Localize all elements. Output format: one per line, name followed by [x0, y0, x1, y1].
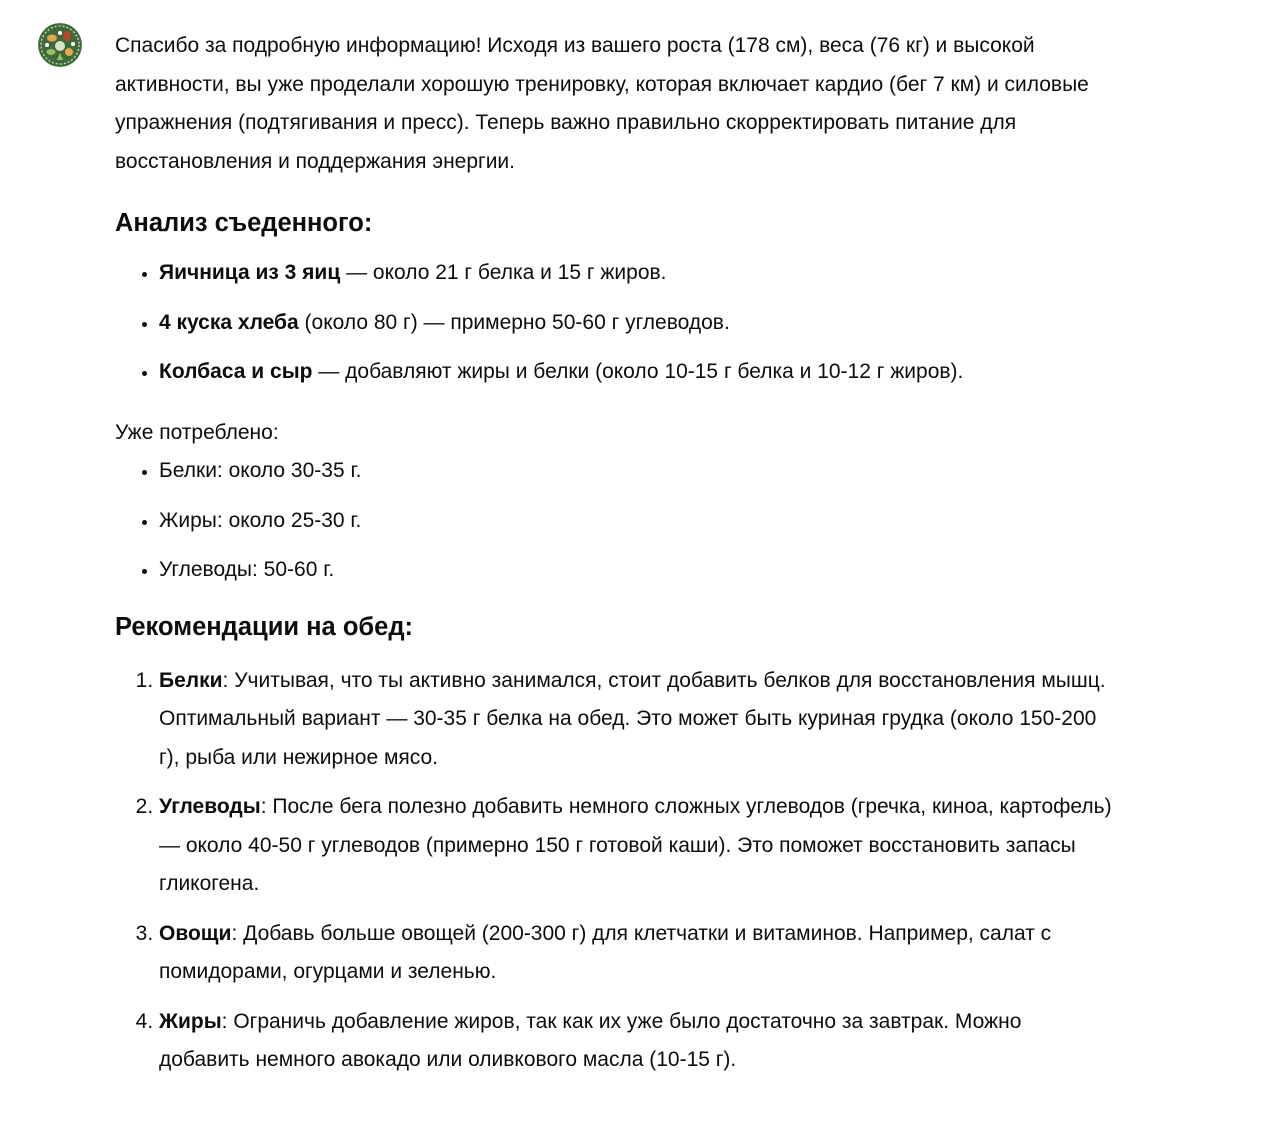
analysis-list — [115, 254, 1115, 392]
consumed-list — [115, 452, 1115, 590]
list-item-bold: Углеводы — [159, 795, 261, 818]
list-item-text: — добавляют жиры и белки (около 10-15 г белка и 10-12 г жиров). — [312, 360, 964, 383]
list-item-text: : Добавь больше овощей (200-300 г) для клетчатки и витаминов. Например, салат с помидорами, огурцами и зеленью. — [159, 921, 1052, 983]
consumed-label: Уже потреблено: — [115, 420, 279, 444]
list-item-bold: Жиры — [159, 1009, 222, 1033]
list-item-text: : Учитывая, что ты активно занимался, стоит добавить белков для восстановления мышц. Оптимальный вариант — 30-35 г белка на обед. Это может быть куриная грудка (около 150-200 г), рыба или нежирное мясо. — [159, 668, 1106, 769]
assistant-message — [115, 27, 1115, 1091]
assistant-avatar — [38, 23, 82, 67]
recommendations-list — [115, 662, 1115, 1080]
list-item — [159, 254, 1115, 293]
list-item — [159, 304, 1115, 343]
list-item: • Углеводы: 50-60 г. — [159, 551, 1115, 590]
list-item-bold: Яичница из 3 яиц — [159, 261, 341, 284]
list-item — [159, 788, 1115, 904]
list-item: • Белки: около 30-35 г. — [159, 452, 1115, 491]
assistant-avatar-icon — [38, 23, 82, 67]
list-item — [159, 915, 1115, 992]
list-item-text: — около 21 г белка и 15 г жиров. — [340, 261, 667, 284]
list-item-bold: Овощи — [159, 921, 232, 945]
list-item-text: : После бега полезно добавить немного сложных углеводов (гречка, киноа, картофель) — около 40-50 г углеводов (примерно 150 г готовой каши). Это поможет восстановить запасы гликогена. — [159, 795, 1112, 895]
list-item-bold: Колбаса и сыр — [159, 360, 313, 383]
list-item-text: : Ограничь добавление жиров, так как их уже было достаточно за завтрак. Можно добавить немного авокадо или оливкового масла (10-15 г). — [159, 1009, 1022, 1071]
list-item — [159, 1003, 1115, 1080]
analysis-heading: Анализ съеденного: — [115, 209, 373, 237]
list-item-bold: Белки — [159, 668, 223, 692]
list-item-text: (около 80 г) — примерно 50-60 г углеводов. — [298, 310, 730, 334]
list-item — [159, 353, 1115, 392]
list-item-bold: 4 куска хлеба — [159, 310, 299, 334]
recommendations-heading: Рекомендации на обед: — [115, 612, 414, 641]
intro-paragraph: Спасибо за подробную информацию! Исходя из вашего роста (178 см), веса (76 кг) и высокой активности, вы уже проделали хорошую тренировку, которая включает кардио (бег 7 км) и силовые упражнения (подтягивания и пресс). Теперь важно правильно скорректировать питание для восстановления и поддержания энергии. — [115, 34, 1089, 173]
list-item — [159, 662, 1115, 778]
list-item: • Жиры: около 25-30 г. — [159, 502, 1115, 541]
